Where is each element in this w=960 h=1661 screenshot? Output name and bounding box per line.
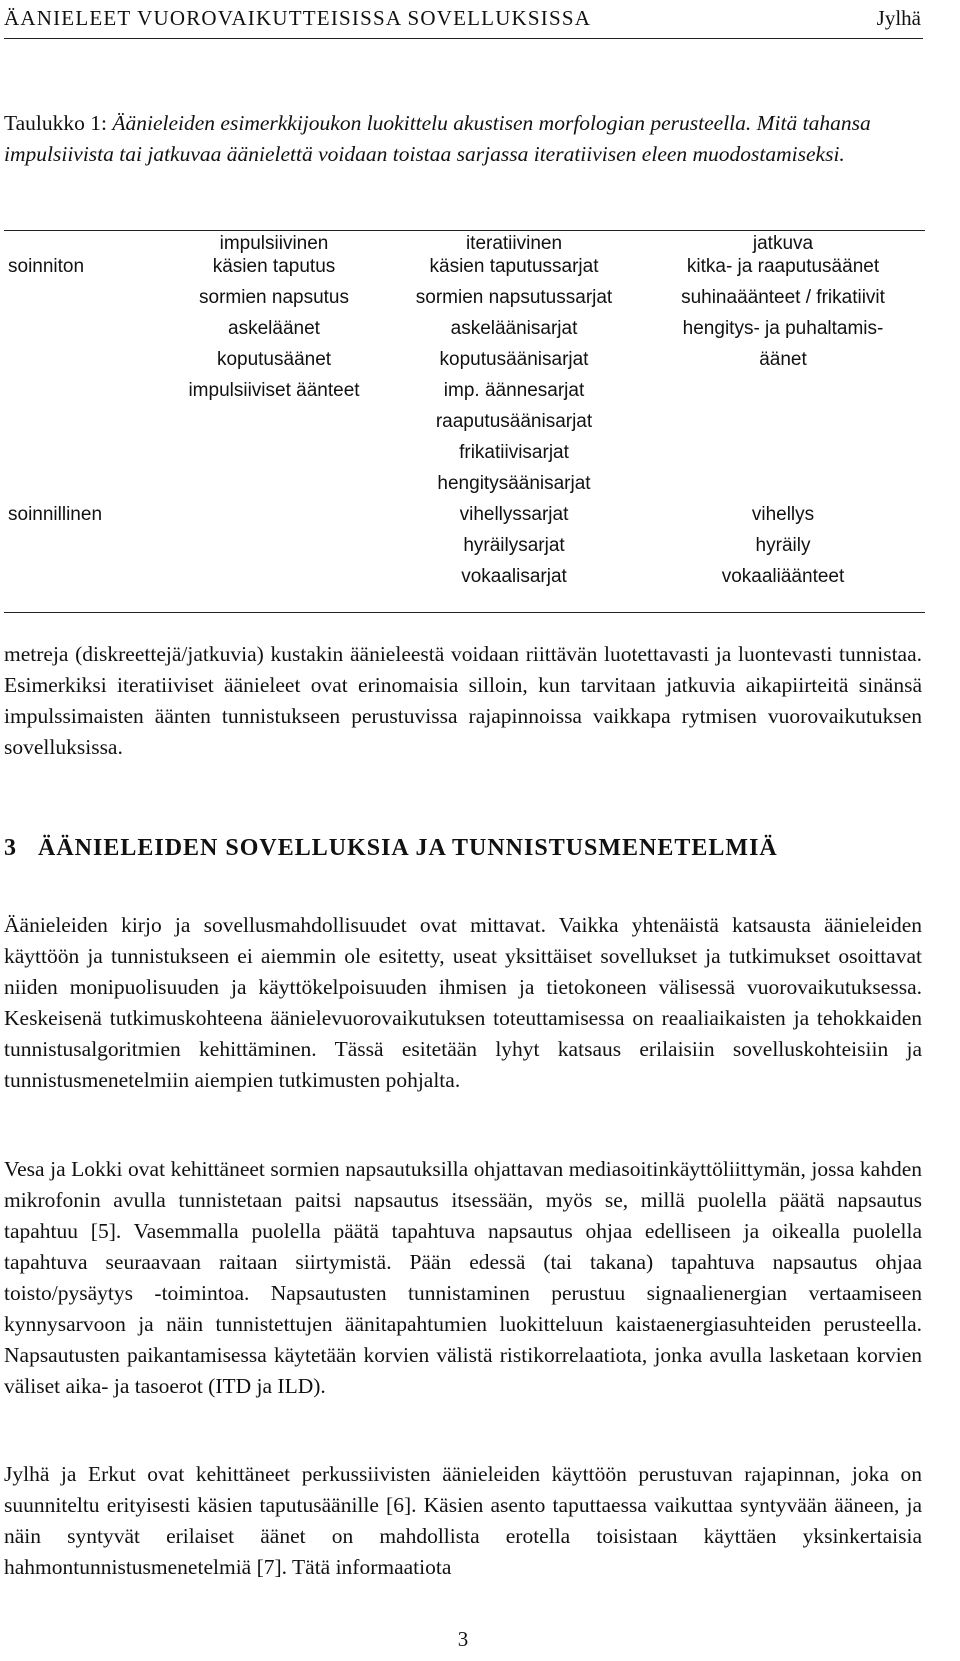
table-header-jatkuva: jatkuva [752,233,814,254]
table-caption-prefix: Taulukko 1: [4,111,107,135]
running-header [4,4,923,39]
paragraph-jylha-erkut: Jylhä ja Erkut ovat kehittäneet perkussiivisten äänieleiden käyttöön perustuvan rajapinnan, joka on suunniteltu erityisesti käsien taputusäänille [6]. Käsien asento taputtaessa vaikuttaa syntyvään ääneen, ja näin syntyvät erilaiset äänet on mahdollista erotella toisistaan käyttäen yksinkertaisia hahmontunnistusmenetelmiä [7]. Tätä informaatiota [4,1462,922,1579]
table-cell-soinnillinen-jatkuva: vihellys hyräily vokaaliäänteet [721,504,845,587]
classification-table [4,230,925,613]
paragraph-continuation: metreja (diskreettejä/jatkuvia) kustakin äänieleestä voidaan riittävän luotettavasti ja luontevasti tunnistaa. Esimerkiksi iteratiiviset äänieleet ovat erinomaisia silloin, kun tarvitaan jatkuvia aikapiirteitä sinänsä impulssimaisten äänten tunnistukseen perustuvissa rajapinnoissa vaikkapa rytmisen vuorovaikutuksen sovelluksissa. [4,642,922,759]
table-caption-text: Äänieleiden esimerkkijoukon luokittelu akustisen morfologian perusteella. Mitä tahansa impulsiivista tai jatkuvaa äänielettä voidaan toistaa sarjassa iteratiivisen eleen muodostamiseksi. [4,111,871,166]
table-caption [4,108,922,170]
table-header-iteratiivinen: iteratiivinen [465,233,563,254]
table-cell-soinniton-iteratiivinen: käsien taputussarjat sormien napsutussarjat askeläänisarjat koputusäänisarjat imp. äännesarjat raaputusäänisarjat frikatiivisarjat hengitysäänisarjat [415,256,613,494]
table-row-label-soinnillinen: soinnillinen [8,504,103,525]
table-cell-soinniton-jatkuva: kitka- ja raaputusäänet suhinaäänteet / frikatiivit hengitys- ja puhaltamis- äänet [681,256,885,370]
section-title: ÄÄNIELEIDEN SOVELLUKSIA JA TUNNISTUSMENETELMIÄ [38,835,778,861]
running-header-author: Jylhä [876,6,921,30]
paragraph-vesa-lokki: Vesa ja Lokki ovat kehittäneet sormien napsautuksilla ohjattavan mediasoitinkäyttöliittymän, jossa kahden mikrofonin avulla tunnistetaan paitsi napsautus itsessään, myös se, millä puolella päätä napsautus tapahtuu [5]. Vasemmalla puolella päätä tapahtuva napsautus ohjaa edelliseen ja oikealla puolella tapahtuva seuraavaan raitaan siirtymistä. Pään edessä (tai takana) tapahtuva napsautus ohjaa toisto/pysäytys -toimintoa. Napsautusten tunnistaminen perustuu signaalienergian vertaamiseen kynnysarvoon ja näin tunnistettujen äänitapahtumien luokitteluun kaistaenergiasuhteiden perusteella. Napsautusten paikantamisessa käytetään korvien välistä ristikorrelaatiota, jonka avulla lasketaan korvien väliset aika- ja tasoerot (ITD ja ILD). [4,1157,922,1398]
table-row-label-soinniton: soinniton [8,256,85,277]
section-heading [4,835,778,862]
table-header-impulsiivinen: impulsiivinen [219,233,329,254]
paragraph-intro: Äänieleiden kirjo ja sovellusmahdollisuudet ovat mittavat. Vaikka yhtenäistä katsausta äänieleiden käyttöön ja tunnistukseen ei aiemmin ole esitetty, useat yksittäiset sovellukset ja tutkimukset osoittavat niiden monipuolisuuden ja käyttökelpoisuuden ihmisen ja tietokoneen välisessä vuorovaikutuksessa. Keskeisenä tutkimuskohteena äänielevuorovaikutuksen toteuttamisessa on reaaliaikaisten ja tehokkaiden tunnistusalgoritmien kehittäminen. Tässä esitetään lyhyt katsaus erilaisiin sovelluskohteisiin ja tunnistusmenetelmiin aiempien tutkimusten pohjalta. [4,913,922,1092]
section-number: 3 [4,835,17,861]
page-number: 3 [457,1627,469,1651]
table-cell-soinniton-impulsiivinen: käsien taputus sormien napsutus askeläänet koputusäänet impulsiiviset äänteet [188,256,360,401]
running-header-title: ÄANIELEET VUOROVAIKUTTEISISSA SOVELLUKSISSA [4,6,592,30]
table-cell-soinnillinen-iteratiivinen: vihellyssarjat hyräilysarjat vokaalisarjat [459,504,569,587]
